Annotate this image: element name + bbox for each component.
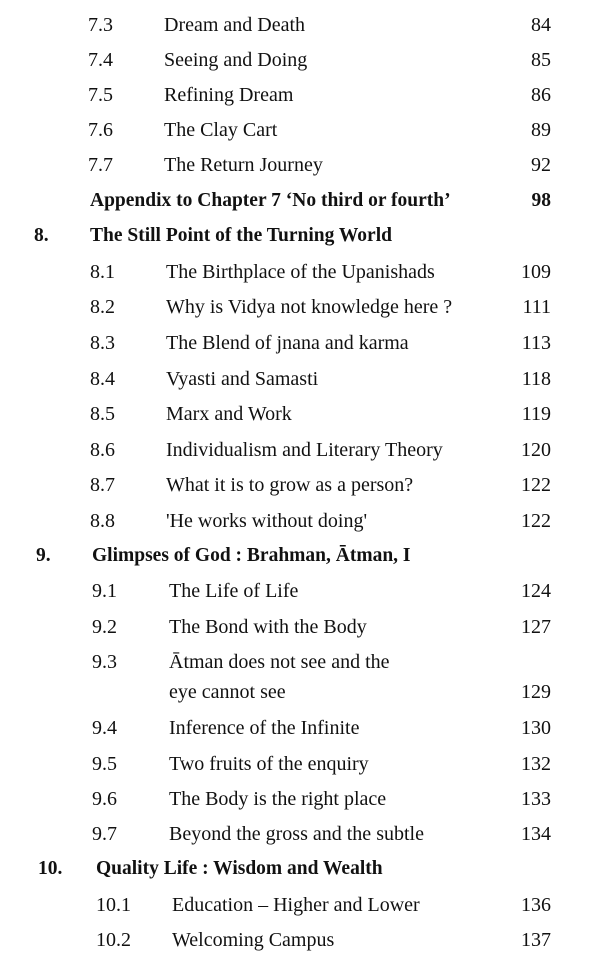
section-title: Refining Dream xyxy=(164,84,294,106)
toc-section-row xyxy=(0,504,600,538)
page-number: 118 xyxy=(521,368,551,390)
toc-section-row xyxy=(0,923,600,957)
toc-section-row xyxy=(0,574,600,608)
section-title: Marx and Work xyxy=(166,403,292,425)
section-title: Welcoming Campus xyxy=(172,929,335,951)
section-title: The Bond with the Body xyxy=(169,616,367,638)
chapter-number: 10. xyxy=(38,858,63,879)
toc-section-row xyxy=(0,817,600,851)
toc-section-row xyxy=(0,43,600,77)
toc-section-row xyxy=(0,610,600,644)
section-number: 9.1 xyxy=(92,580,117,602)
toc-section-row xyxy=(0,290,600,324)
page-number: 122 xyxy=(521,510,551,532)
section-number: 8.6 xyxy=(90,439,115,461)
page-number: 122 xyxy=(521,474,551,496)
toc-section-row xyxy=(0,645,600,679)
chapter-title: The Still Point of the Turning World xyxy=(90,225,392,246)
toc-section-row xyxy=(0,8,600,42)
section-title: Dream and Death xyxy=(164,14,306,36)
page-number: 136 xyxy=(521,894,551,916)
section-number: 7.7 xyxy=(88,154,113,176)
toc-appendix-row xyxy=(0,184,600,218)
section-title: Two fruits of the enquiry xyxy=(169,753,369,775)
toc-section-row xyxy=(0,397,600,431)
section-title: Beyond the gross and the subtle xyxy=(169,823,424,845)
page-number: 127 xyxy=(521,616,551,638)
section-number: 8.5 xyxy=(90,403,115,425)
section-number: 9.7 xyxy=(92,823,117,845)
section-number: 8.4 xyxy=(90,368,115,390)
section-number: 7.3 xyxy=(88,14,113,36)
page-number: 119 xyxy=(521,403,551,425)
section-number: 8.7 xyxy=(90,474,115,496)
page-number: 130 xyxy=(521,717,551,739)
section-number: 8.1 xyxy=(90,261,115,283)
section-title: Inference of the Infinite xyxy=(169,717,360,739)
section-title: Why is Vidya not knowledge here ? xyxy=(166,296,453,318)
toc-section-row xyxy=(0,711,600,745)
toc-section-row xyxy=(0,747,600,781)
section-number: 9.5 xyxy=(92,753,117,775)
section-title: The Birthplace of the Upanishads xyxy=(166,261,435,283)
page-number: 98 xyxy=(531,190,551,211)
section-title: Seeing and Doing xyxy=(164,49,308,71)
section-number: 8.2 xyxy=(90,296,115,318)
section-number: 9.2 xyxy=(92,616,117,638)
page-number: 133 xyxy=(521,788,551,810)
section-title: Ātman does not see and the xyxy=(169,651,390,673)
page-number: 134 xyxy=(521,823,551,845)
section-title: 'He works without doing' xyxy=(166,510,368,532)
toc-section-row xyxy=(0,362,600,396)
page-number: 132 xyxy=(521,753,551,775)
section-title: What it is to grow as a person? xyxy=(166,474,414,496)
toc-section-row xyxy=(0,255,600,289)
chapter-number: 8. xyxy=(34,225,49,246)
toc-section-row xyxy=(0,78,600,112)
toc-section-row xyxy=(0,433,600,467)
toc-chapter-row xyxy=(0,219,600,253)
section-title: Education – Higher and Lower xyxy=(172,894,420,916)
page-number: 86 xyxy=(531,84,551,106)
toc-section-row xyxy=(0,148,600,182)
page-number: 111 xyxy=(522,296,551,318)
toc-section-row xyxy=(0,468,600,502)
appendix-title: Appendix to Chapter 7 ‘No third or fourth’ xyxy=(90,190,451,211)
chapter-title: Quality Life : Wisdom and Wealth xyxy=(96,858,383,879)
page-number: 109 xyxy=(521,261,551,283)
page-number: 113 xyxy=(521,332,551,354)
toc-section-row xyxy=(0,782,600,816)
section-title: The Life of Life xyxy=(169,580,299,602)
toc-section-row xyxy=(0,326,600,360)
chapter-number: 9. xyxy=(36,545,51,566)
section-number: 10.1 xyxy=(96,894,131,916)
section-title: The Return Journey xyxy=(164,154,323,176)
toc-section-row xyxy=(0,888,600,922)
page-number: 137 xyxy=(521,929,551,951)
toc-continuation-row xyxy=(0,675,600,709)
section-number: 8.8 xyxy=(90,510,115,532)
section-title-continued: eye cannot see xyxy=(169,681,286,703)
section-number: 9.3 xyxy=(92,651,117,673)
section-number: 10.2 xyxy=(96,929,131,951)
toc-section-row xyxy=(0,113,600,147)
page-number: 85 xyxy=(531,49,551,71)
section-title: Individualism and Literary Theory xyxy=(166,439,443,461)
toc-chapter-row xyxy=(0,539,600,573)
section-number: 7.6 xyxy=(88,119,113,141)
section-title: The Clay Cart xyxy=(164,119,278,141)
section-number: 8.3 xyxy=(90,332,115,354)
section-title: Vyasti and Samasti xyxy=(166,368,319,390)
page-number: 92 xyxy=(531,154,551,176)
section-number: 9.6 xyxy=(92,788,117,810)
section-title: The Body is the right place xyxy=(169,788,387,810)
section-title: The Blend of jnana and karma xyxy=(166,332,409,354)
page-number: 89 xyxy=(531,119,551,141)
section-number: 7.5 xyxy=(88,84,113,106)
section-number: 7.4 xyxy=(88,49,113,71)
page-number: 84 xyxy=(531,14,551,36)
page-number: 120 xyxy=(521,439,551,461)
section-number: 9.4 xyxy=(92,717,117,739)
page-number: 124 xyxy=(521,580,551,602)
page-number: 129 xyxy=(521,681,551,703)
chapter-title: Glimpses of God : Brahman, Ātman, I xyxy=(92,545,411,566)
toc-chapter-row xyxy=(0,852,600,886)
